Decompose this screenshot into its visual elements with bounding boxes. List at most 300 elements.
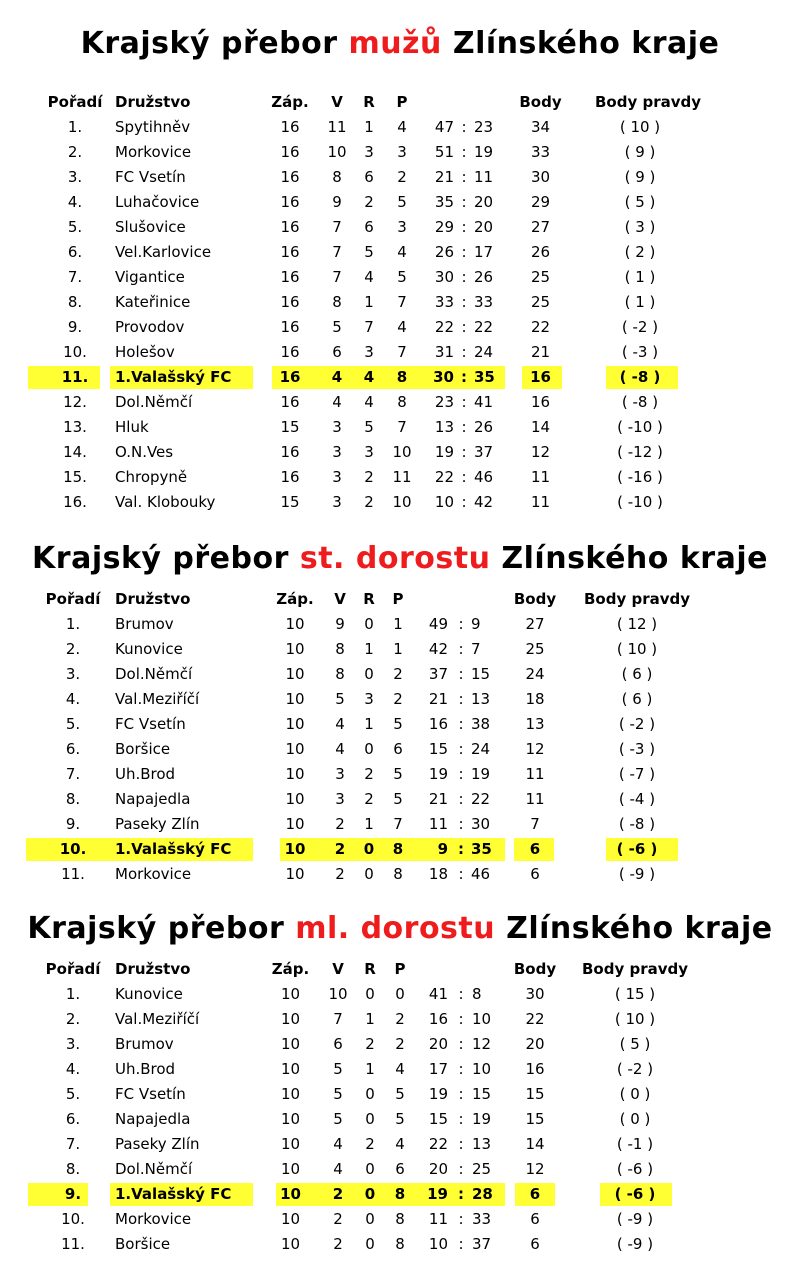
cell-truth: ( -2 ) [618, 715, 656, 733]
cell-team: Uh.Brod [115, 765, 176, 783]
cell-truth: ( 1 ) [624, 293, 656, 311]
cell-l: 3 [397, 218, 407, 236]
cell-rank: 1. [65, 615, 81, 633]
cell-played: 16 [280, 268, 300, 286]
cell-rank: 7. [65, 1135, 81, 1153]
score-separator: : [461, 293, 467, 311]
cell-played: 10 [280, 1235, 301, 1253]
cell-l: 3 [397, 143, 407, 161]
cell-truth: ( 0 ) [619, 1085, 651, 1103]
cell-gf: 21 [428, 690, 448, 708]
cell-l: 7 [393, 815, 403, 833]
cell-gf: 35 [434, 193, 454, 211]
table-row [0, 440, 800, 465]
cell-ga: 30 [471, 815, 491, 833]
cell-l: 7 [397, 418, 407, 436]
cell-points: 25 [530, 293, 551, 311]
cell-rank: 13. [63, 418, 87, 436]
cell-d: 2 [364, 790, 374, 808]
cell-points: 12 [525, 740, 545, 758]
cell-played: 10 [280, 1135, 301, 1153]
cell-rank: 12. [63, 393, 87, 411]
cell-points: 14 [525, 1135, 545, 1153]
cell-rank: 15. [63, 468, 87, 486]
cell-l: 8 [392, 840, 404, 858]
cell-gf: 22 [428, 1135, 448, 1153]
cell-points: 29 [530, 193, 551, 211]
cell-rank: 10. [63, 343, 87, 361]
cell-w: 9 [332, 193, 342, 211]
cell-truth: ( 9 ) [624, 168, 656, 186]
cell-w: 4 [332, 393, 342, 411]
cell-d: 6 [364, 168, 374, 186]
cell-rank: 14. [63, 443, 87, 461]
cell-points: 6 [529, 1185, 541, 1203]
cell-points: 34 [530, 118, 551, 136]
score-separator: : [461, 193, 467, 211]
table-row [0, 1132, 800, 1157]
cell-d: 2 [364, 468, 374, 486]
cell-points: 16 [530, 393, 551, 411]
score-separator: : [458, 1010, 464, 1028]
cell-rank: 4. [65, 690, 81, 708]
cell-w: 10 [327, 143, 347, 161]
cell-team: Chropyně [115, 468, 188, 486]
cell-played: 16 [280, 168, 300, 186]
cell-truth: ( 10 ) [616, 640, 658, 658]
cell-team: 1.Valašský FC [115, 840, 232, 858]
cell-ga: 8 [472, 985, 482, 1003]
title-category: mužů [348, 26, 442, 61]
cell-w: 8 [335, 665, 345, 683]
cell-l: 4 [397, 118, 407, 136]
cell-played: 10 [285, 715, 305, 733]
cell-truth: ( -10 ) [617, 493, 663, 511]
cell-ga: 11 [474, 168, 494, 186]
cell-team: FC Vsetín [115, 1085, 186, 1103]
cell-ga: 35 [474, 368, 495, 386]
cell-ga: 33 [472, 1210, 492, 1228]
cell-played: 15 [280, 493, 300, 511]
table-row [0, 390, 800, 415]
cell-truth: ( 6 ) [621, 665, 653, 683]
cell-team: 1.Valašský FC [115, 368, 232, 386]
cell-w: 2 [335, 865, 345, 883]
table-row [0, 1157, 800, 1182]
cell-w: 4 [331, 368, 343, 386]
cell-team: Boršice [115, 1235, 171, 1253]
cell-ga: 7 [471, 640, 481, 658]
cell-played: 16 [280, 243, 300, 261]
cell-team: Uh.Brod [115, 1060, 176, 1078]
score-separator: : [461, 143, 467, 161]
cell-ga: 10 [472, 1060, 492, 1078]
cell-truth: ( 10 ) [619, 118, 661, 136]
title-prefix: Krajský přebor [27, 911, 296, 946]
score-separator: : [461, 268, 467, 286]
cell-team: Val. Klobouky [115, 493, 216, 511]
cell-team: Val.Meziříčí [115, 690, 200, 708]
cell-gf: 19 [428, 765, 448, 783]
cell-w: 3 [332, 443, 342, 461]
cell-played: 10 [285, 665, 305, 683]
score-separator: : [458, 615, 464, 633]
header-w: V [331, 93, 343, 111]
cell-played: 16 [279, 368, 301, 386]
cell-w: 3 [332, 493, 342, 511]
cell-points: 21 [530, 343, 551, 361]
score-separator: : [458, 840, 464, 858]
cell-l: 8 [395, 1210, 405, 1228]
cell-points: 25 [530, 268, 551, 286]
cell-d: 1 [364, 293, 374, 311]
cell-truth: ( -3 ) [618, 740, 656, 758]
cell-points: 12 [525, 1160, 545, 1178]
cell-l: 8 [397, 393, 407, 411]
score-separator: : [458, 985, 464, 1003]
cell-l: 5 [393, 765, 403, 783]
cell-d: 5 [364, 243, 374, 261]
cell-w: 8 [332, 293, 342, 311]
cell-team: FC Vsetín [115, 168, 186, 186]
table-row [0, 115, 800, 140]
table-row [0, 340, 800, 365]
title-category: st. dorostu [299, 541, 491, 576]
table-row [0, 415, 800, 440]
header-rank: Pořadí [45, 590, 101, 608]
cell-l: 1 [393, 615, 403, 633]
cell-ga: 23 [474, 118, 494, 136]
cell-gf: 19 [434, 443, 454, 461]
cell-d: 1 [364, 118, 374, 136]
cell-points: 22 [530, 318, 551, 336]
cell-l: 2 [395, 1035, 405, 1053]
cell-team: Dol.Němčí [115, 393, 193, 411]
cell-l: 10 [392, 443, 412, 461]
cell-w: 4 [335, 715, 345, 733]
cell-w: 4 [333, 1135, 343, 1153]
cell-gf: 47 [434, 118, 454, 136]
cell-l: 5 [393, 715, 403, 733]
cell-l: 10 [392, 493, 412, 511]
cell-played: 10 [285, 740, 305, 758]
table-row [0, 812, 800, 837]
cell-rank: 6. [65, 1110, 81, 1128]
cell-team: Boršice [115, 740, 171, 758]
table-row [0, 1207, 800, 1232]
title-suffix: Zlínského kraje [490, 541, 768, 576]
header-d: R [364, 960, 376, 978]
cell-d: 2 [364, 765, 374, 783]
table-row [0, 1082, 800, 1107]
cell-l: 5 [395, 1085, 405, 1103]
cell-w: 2 [333, 1235, 343, 1253]
table-row [0, 265, 800, 290]
cell-ga: 13 [471, 690, 491, 708]
cell-points: 11 [525, 765, 545, 783]
cell-rank: 6. [65, 740, 81, 758]
cell-gf: 15 [428, 1110, 448, 1128]
table-header-row [0, 587, 800, 612]
header-team: Družstvo [115, 93, 191, 111]
cell-points: 6 [529, 840, 541, 858]
cell-d: 0 [364, 665, 374, 683]
cell-d: 1 [364, 715, 374, 733]
cell-points: 6 [530, 865, 540, 883]
cell-l: 4 [397, 318, 407, 336]
cell-team: Kunovice [115, 640, 183, 658]
cell-ga: 13 [472, 1135, 492, 1153]
cell-played: 10 [285, 790, 305, 808]
cell-team: Brumov [115, 1035, 174, 1053]
cell-points: 16 [525, 1060, 545, 1078]
cell-played: 15 [280, 418, 300, 436]
cell-l: 7 [397, 343, 407, 361]
cell-points: 26 [530, 243, 551, 261]
table-row [0, 737, 800, 762]
cell-truth: ( -10 ) [617, 418, 663, 436]
cell-rank: 1. [65, 985, 81, 1003]
table-header-row [0, 957, 800, 982]
cell-d: 0 [364, 615, 374, 633]
title-suffix: Zlínského kraje [495, 911, 773, 946]
cell-gf: 13 [434, 418, 454, 436]
table-row [0, 662, 800, 687]
header-team: Družstvo [115, 590, 191, 608]
cell-ga: 38 [471, 715, 491, 733]
cell-gf: 37 [428, 665, 448, 683]
cell-d: 5 [364, 418, 374, 436]
score-separator: : [461, 343, 467, 361]
cell-gf: 21 [428, 790, 448, 808]
cell-gf: 10 [434, 493, 454, 511]
cell-gf: 29 [434, 218, 454, 236]
header-points: Body [513, 960, 557, 978]
header-rank: Pořadí [47, 93, 103, 111]
cell-rank: 6. [67, 243, 83, 261]
cell-gf: 23 [434, 393, 454, 411]
cell-gf: 26 [434, 243, 454, 261]
cell-truth: ( 12 ) [616, 615, 658, 633]
cell-rank: 11. [61, 1235, 85, 1253]
score-separator: : [458, 865, 464, 883]
cell-w: 10 [328, 985, 348, 1003]
cell-d: 3 [364, 443, 374, 461]
cell-rank: 11. [61, 368, 89, 386]
cell-team: Napajedla [115, 790, 191, 808]
header-truth: Body pravdy [581, 960, 689, 978]
cell-points: 30 [525, 985, 545, 1003]
cell-team: Provodov [115, 318, 185, 336]
cell-ga: 26 [474, 418, 494, 436]
cell-ga: 19 [474, 143, 494, 161]
table-row [0, 762, 800, 787]
cell-team: Morkovice [115, 1210, 192, 1228]
cell-truth: ( -8 ) [618, 815, 656, 833]
cell-rank: 9. [67, 318, 83, 336]
cell-d: 0 [365, 1085, 375, 1103]
cell-points: 16 [530, 368, 551, 386]
cell-truth: ( -9 ) [616, 1235, 654, 1253]
cell-ga: 10 [472, 1010, 492, 1028]
cell-truth: ( 3 ) [624, 218, 656, 236]
cell-points: 18 [525, 690, 545, 708]
cell-team: Vigantice [115, 268, 185, 286]
cell-d: 0 [365, 1235, 375, 1253]
score-separator: : [458, 715, 464, 733]
header-played: Záp. [276, 590, 314, 608]
score-separator: : [458, 1060, 464, 1078]
cell-gf: 20 [428, 1035, 448, 1053]
table-row [0, 215, 800, 240]
cell-ga: 28 [472, 1185, 493, 1203]
cell-truth: ( 15 ) [614, 985, 656, 1003]
cell-w: 5 [333, 1110, 343, 1128]
cell-w: 7 [332, 268, 342, 286]
cell-team: Morkovice [115, 143, 192, 161]
cell-played: 10 [285, 690, 305, 708]
score-separator: : [458, 740, 464, 758]
score-separator: : [458, 1160, 464, 1178]
cell-truth: ( -2 ) [616, 1060, 654, 1078]
table-row [0, 1007, 800, 1032]
cell-team: FC Vsetín [115, 715, 186, 733]
score-separator: : [461, 393, 467, 411]
cell-d: 3 [364, 343, 374, 361]
cell-gf: 19 [427, 1185, 448, 1203]
cell-l: 8 [396, 368, 408, 386]
cell-w: 11 [327, 118, 347, 136]
cell-l: 0 [395, 985, 405, 1003]
score-separator: : [461, 468, 467, 486]
cell-played: 10 [285, 640, 305, 658]
table-row [0, 490, 800, 515]
cell-played: 16 [280, 443, 300, 461]
cell-rank: 8. [67, 293, 83, 311]
cell-gf: 16 [428, 1010, 448, 1028]
cell-played: 16 [280, 468, 300, 486]
cell-d: 0 [365, 1210, 375, 1228]
cell-played: 10 [280, 1060, 301, 1078]
table-row [0, 290, 800, 315]
title-prefix: Krajský přebor [80, 26, 349, 61]
cell-ga: 37 [472, 1235, 492, 1253]
cell-truth: ( -7 ) [618, 765, 656, 783]
table-row [0, 687, 800, 712]
cell-team: Dol.Němčí [115, 665, 193, 683]
cell-truth: ( -6 ) [614, 1185, 656, 1203]
cell-rank: 9. [65, 815, 81, 833]
cell-l: 4 [395, 1060, 405, 1078]
score-separator: : [458, 1035, 464, 1053]
cell-l: 8 [395, 1235, 405, 1253]
cell-rank: 5. [65, 715, 81, 733]
cell-ga: 46 [474, 468, 494, 486]
header-l: P [392, 590, 404, 608]
cell-l: 11 [392, 468, 412, 486]
cell-gf: 18 [428, 865, 448, 883]
table-row [0, 862, 800, 887]
table-header-row [0, 90, 800, 115]
header-truth: Body pravdy [583, 590, 691, 608]
cell-ga: 33 [474, 293, 494, 311]
cell-ga: 37 [474, 443, 494, 461]
cell-rank: 7. [67, 268, 83, 286]
cell-team: Hluk [115, 418, 149, 436]
cell-l: 1 [393, 640, 403, 658]
cell-d: 3 [364, 690, 374, 708]
cell-rank: 5. [65, 1085, 81, 1103]
cell-rank: 11. [61, 865, 85, 883]
cell-w: 8 [332, 168, 342, 186]
header-team: Družstvo [115, 960, 191, 978]
cell-gf: 20 [428, 1160, 448, 1178]
cell-w: 8 [335, 640, 345, 658]
score-separator: : [461, 493, 467, 511]
cell-played: 10 [280, 1160, 301, 1178]
cell-d: 0 [364, 740, 374, 758]
cell-truth: ( -8 ) [621, 393, 659, 411]
table-row [0, 637, 800, 662]
cell-truth: ( -6 ) [616, 1160, 654, 1178]
table-row [0, 1107, 800, 1132]
cell-played: 10 [284, 840, 306, 858]
cell-ga: 17 [474, 243, 494, 261]
cell-truth: ( 5 ) [624, 193, 656, 211]
score-separator: : [458, 1110, 464, 1128]
header-d: R [363, 93, 375, 111]
cell-points: 14 [530, 418, 551, 436]
cell-d: 4 [364, 268, 374, 286]
cell-w: 5 [333, 1085, 343, 1103]
score-separator: : [461, 318, 467, 336]
cell-gf: 22 [434, 318, 454, 336]
table-title [0, 911, 800, 946]
table-title [0, 541, 800, 576]
header-played: Záp. [271, 960, 310, 978]
cell-gf: 9 [437, 840, 448, 858]
cell-truth: ( 6 ) [621, 690, 653, 708]
cell-d: 0 [363, 840, 375, 858]
highlighted-team-row [0, 837, 800, 862]
cell-played: 10 [280, 985, 301, 1003]
cell-l: 4 [397, 243, 407, 261]
cell-rank: 7. [65, 765, 81, 783]
cell-rank: 5. [67, 218, 83, 236]
cell-points: 33 [530, 143, 551, 161]
score-separator: : [461, 118, 467, 136]
cell-team: Slušovice [115, 218, 186, 236]
header-points: Body [519, 93, 562, 111]
cell-ga: 35 [471, 840, 492, 858]
cell-team: Napajedla [115, 1110, 191, 1128]
cell-l: 2 [395, 1010, 405, 1028]
cell-rank: 10. [59, 840, 87, 858]
cell-l: 6 [395, 1160, 405, 1178]
cell-l: 8 [394, 1185, 406, 1203]
cell-w: 3 [332, 468, 342, 486]
cell-ga: 15 [471, 665, 491, 683]
score-separator: : [458, 1135, 464, 1153]
cell-points: 27 [525, 615, 545, 633]
cell-w: 3 [335, 790, 345, 808]
cell-ga: 12 [472, 1035, 492, 1053]
cell-l: 7 [397, 293, 407, 311]
cell-ga: 15 [472, 1085, 492, 1103]
score-separator: : [461, 443, 467, 461]
score-separator: : [458, 1185, 464, 1203]
cell-played: 16 [280, 343, 300, 361]
